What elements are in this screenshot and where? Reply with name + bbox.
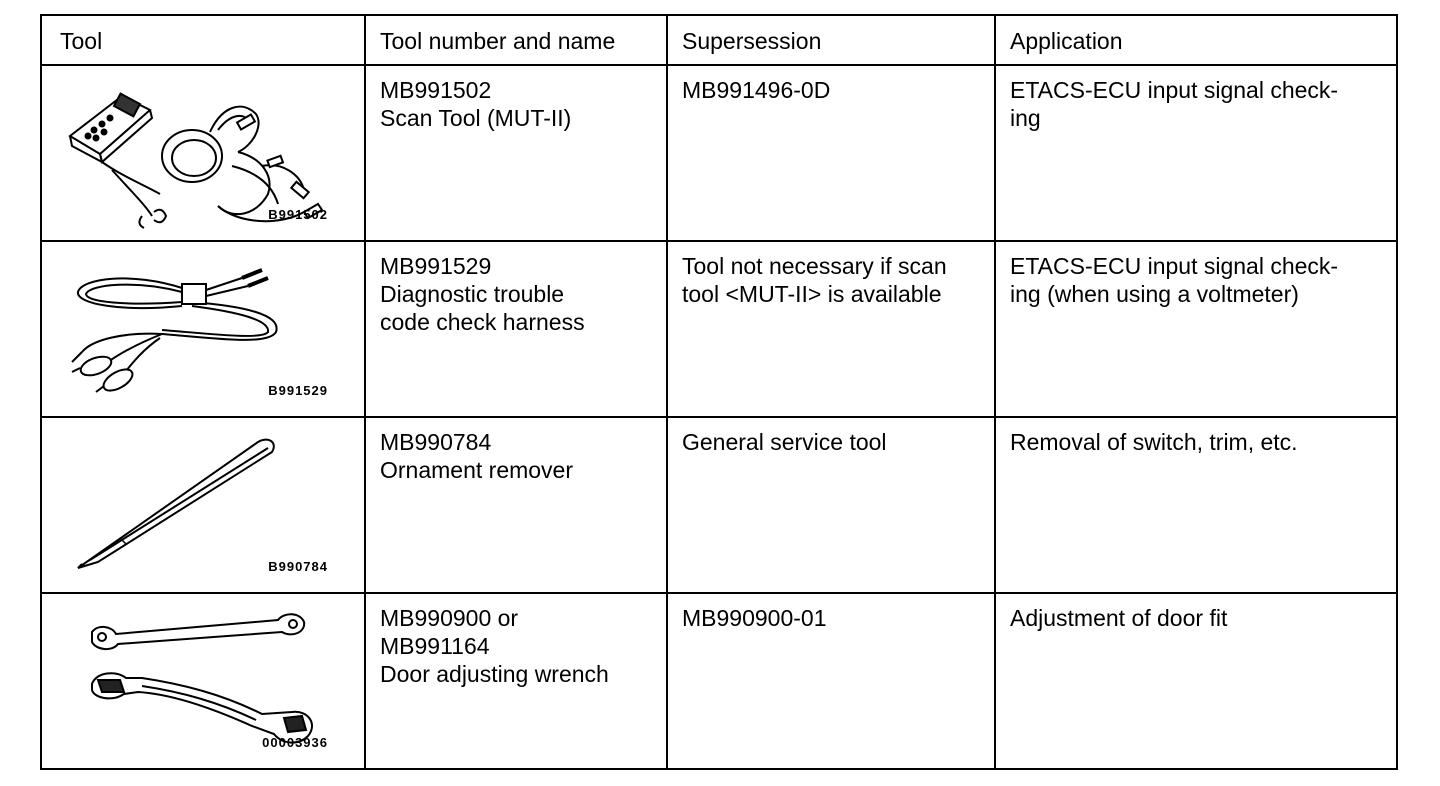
illustration-code: B991502 <box>268 207 328 222</box>
tool-number: MB991502 <box>380 77 492 103</box>
application-cell <box>995 593 1397 769</box>
tool-number-and-name-cell <box>365 241 667 417</box>
header-tool-number-and-name: Tool number and name <box>365 15 667 65</box>
tool-number-and-name-cell <box>365 593 667 769</box>
application-line: ing <box>1010 105 1041 131</box>
tool-number-and-name-cell <box>365 65 667 241</box>
illustration-code: 00003936 <box>262 735 328 750</box>
tool-illustration-cell <box>41 65 365 241</box>
tool-number: MB990900 or <box>380 605 519 631</box>
table-row <box>41 417 1397 593</box>
supersession-line: Tool not necessary if scan <box>682 253 947 279</box>
application-line: Adjustment of door fit <box>1010 605 1228 631</box>
tool-name: Diagnostic trouble <box>380 281 565 307</box>
tool-name: Door adjusting wrench <box>380 661 609 687</box>
tool-name: Scan Tool (MUT-II) <box>380 105 572 131</box>
tool-number-and-name-cell <box>365 417 667 593</box>
tool-name: Ornament remover <box>380 457 574 483</box>
application-line: Removal of switch, trim, etc. <box>1010 429 1298 455</box>
header-tool: Tool <box>41 15 365 65</box>
supersession-cell: MB990900-01 <box>667 593 995 769</box>
header-application: Application <box>995 15 1397 65</box>
table-row <box>41 241 1397 417</box>
supersession-cell: MB991496-0D <box>667 65 995 241</box>
table-row <box>41 593 1397 769</box>
application-line: ETACS-ECU input signal check- <box>1010 77 1339 103</box>
illustration-code: B991529 <box>268 383 328 398</box>
supersession-cell: General service tool <box>667 417 995 593</box>
tool-number: MB991529 <box>380 253 492 279</box>
application-cell <box>995 241 1397 417</box>
application-line: ing (when using a voltmeter) <box>1010 281 1299 307</box>
table-row <box>41 65 1397 241</box>
tool-illustration-cell <box>41 593 365 769</box>
supersession-cell <box>667 241 995 417</box>
application-line: ETACS-ECU input signal check- <box>1010 253 1339 279</box>
illustration-code: B990784 <box>268 559 328 574</box>
tool-name: code check harness <box>380 309 585 335</box>
supersession-line: tool <MUT-II> is available <box>682 281 942 307</box>
header-row <box>41 15 1397 65</box>
special-tools-table <box>40 14 1398 770</box>
tool-number: MB990784 <box>380 429 492 455</box>
tool-illustration-cell <box>41 241 365 417</box>
application-cell <box>995 417 1397 593</box>
tool-illustration-cell <box>41 417 365 593</box>
application-cell <box>995 65 1397 241</box>
tool-number: MB991164 <box>380 633 490 659</box>
header-supersession: Supersession <box>667 15 995 65</box>
